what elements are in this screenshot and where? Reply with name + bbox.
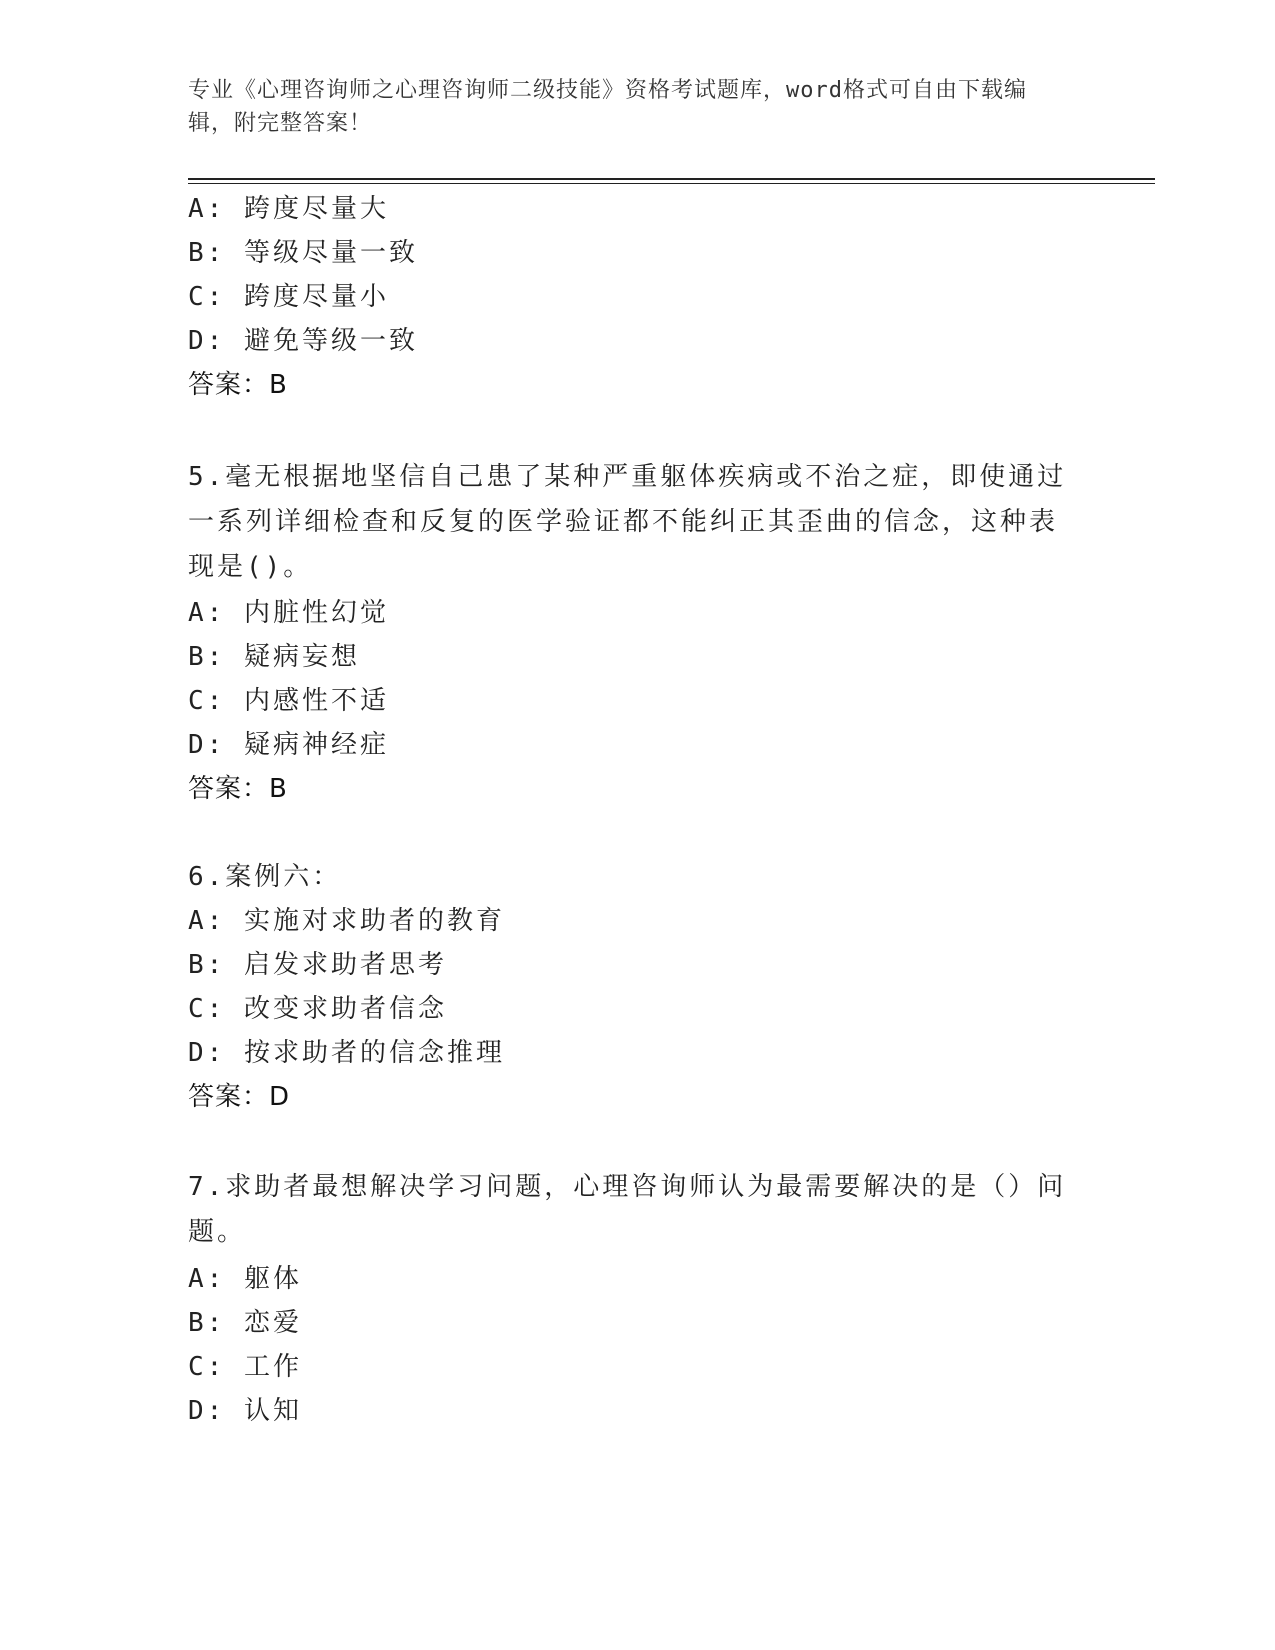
q4-answer: 答案：B: [188, 370, 288, 400]
q7-option-a: A: 躯体: [188, 1264, 302, 1294]
q4-option-d: D: 避免等级一致: [188, 326, 418, 356]
q5-option-b: B: 疑病妄想: [188, 642, 360, 672]
q5-option-d: D: 疑病神经症: [188, 730, 389, 760]
q4-option-b: B: 等级尽量一致: [188, 238, 418, 268]
q7-option-c: C: 工作: [188, 1352, 302, 1382]
q4-option-a: A: 跨度尽量大: [188, 194, 389, 224]
q6-option-a: A: 实施对求助者的教育: [188, 906, 505, 936]
q6-option-b: B: 启发求助者思考: [188, 950, 447, 980]
q4-option-c: C: 跨度尽量小: [188, 282, 389, 312]
header-divider-thin: [188, 183, 1155, 184]
page-header: 专业《心理咨询师之心理咨询师二级技能》资格考试题库，word格式可自由下载编辑，附完整答案！: [188, 78, 1027, 136]
q7-question: 7.求助者最想解决学习问题，心理咨询师认为最需要解决的是（）问题。: [188, 1172, 1067, 1247]
q6-question: 6.案例六：: [188, 862, 342, 892]
q5-question: 5.毫无根据地坚信自己患了某种严重躯体疾病或不治之症，即使通过一系列详细检查和反复的医学验证都不能纠正其歪曲的信念，这种表现是()。: [188, 462, 1067, 582]
q5-option-a: A: 内脏性幻觉: [188, 598, 389, 628]
header-divider: [188, 178, 1155, 180]
q5-answer: 答案：B: [188, 774, 288, 804]
q6-option-c: C: 改变求助者信念: [188, 994, 447, 1024]
q6-option-d: D: 按求助者的信念推理: [188, 1038, 505, 1068]
q7-option-d: D: 认知: [188, 1396, 302, 1426]
q7-option-b: B: 恋爱: [188, 1308, 302, 1338]
q5-option-c: C: 内感性不适: [188, 686, 389, 716]
q6-answer: 答案：D: [188, 1082, 291, 1112]
